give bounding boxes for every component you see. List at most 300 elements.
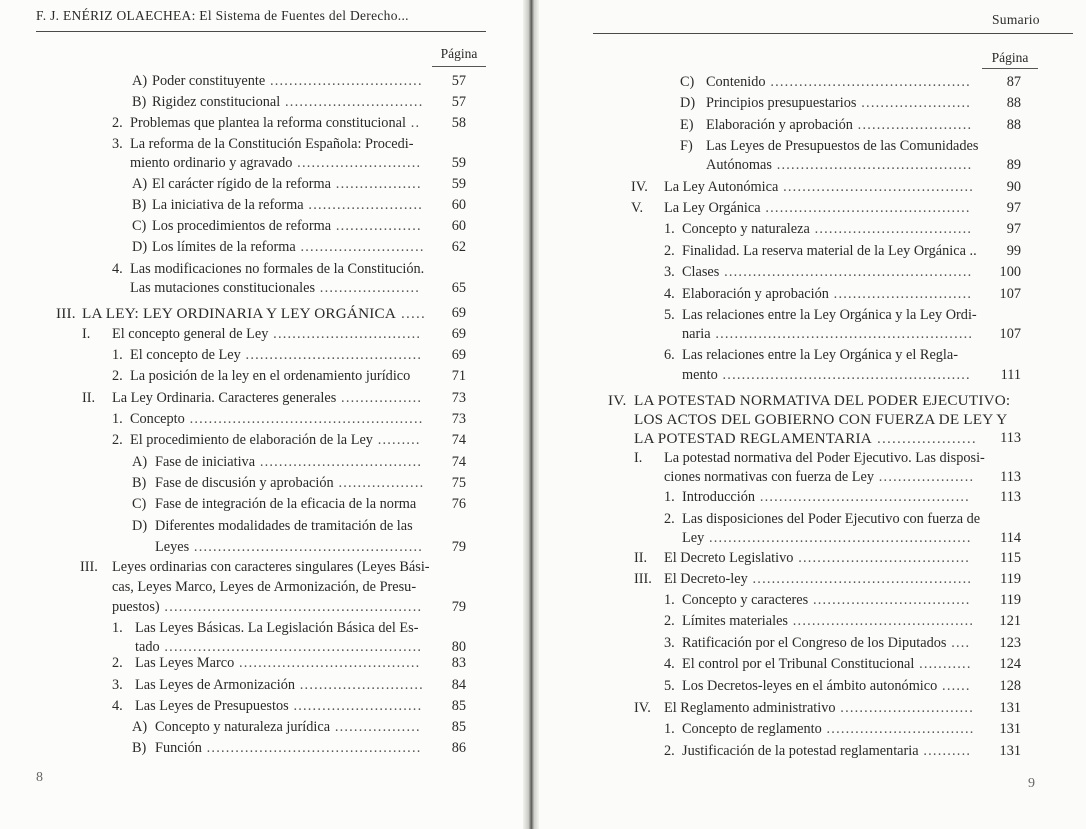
toc-entry-text: Las disposiciones del Poder Ejecutivo con fuerza de: [682, 511, 981, 527]
toc-entry-title: [130, 260, 424, 279]
leader-dots: ............................................: [755, 489, 970, 505]
toc-page-number: 65: [451, 280, 466, 296]
toc-entry-title: [112, 389, 422, 408]
toc-entry-number: 2.: [112, 655, 123, 671]
toc-entry-title: [682, 488, 970, 507]
toc-entry-title: [155, 474, 424, 493]
toc-entry-title: [664, 199, 971, 218]
leader-dots: .............................: [280, 94, 424, 110]
toc-page-number: 71: [451, 368, 466, 384]
leader-dots: .....................: [315, 280, 421, 296]
toc-entry-text: LOS ACTOS DEL GOBIERNO CON FUERZA DE LEY Y: [634, 411, 1008, 428]
toc-entry-text: LA POTESTAD REGLAMENTARIA: [634, 430, 872, 447]
toc-entry-number: E): [680, 117, 694, 133]
toc-entry-text: Concepto de reglamento: [682, 721, 822, 737]
toc-page-number: 57: [451, 94, 466, 110]
toc-entry-number: A): [132, 176, 148, 192]
toc-page-number: 128: [999, 678, 1021, 694]
toc-entry-number: 6.: [664, 347, 675, 363]
toc-page-number: 119: [1000, 571, 1021, 587]
toc-entry-text: Leyes: [155, 539, 190, 555]
toc-entry-number: 4.: [664, 656, 675, 672]
toc-entry-number: 2.: [664, 243, 675, 259]
toc-entry-text: Función: [155, 740, 202, 756]
toc-entry-text: La posición de la ley en el ordenamiento jurídico: [130, 368, 411, 384]
toc-page-number: 74: [451, 454, 466, 470]
toc-entry-text: El Reglamento administrativo: [664, 700, 836, 716]
toc-entry-text: Finalidad. La reserva material de la Ley Orgánica ..: [682, 243, 977, 259]
toc-entry-text: La Ley Ordinaria. Caracteres generales: [112, 390, 337, 406]
toc-entry-title: [664, 699, 974, 718]
toc-entry-number: IV.: [608, 392, 627, 409]
toc-entry-title: [682, 510, 980, 529]
toc-entry-title: [130, 410, 424, 429]
toc-entry-title: [706, 116, 972, 135]
toc-entry-text: Elaboración y aprobación: [706, 117, 853, 133]
toc-entry-title: [135, 676, 424, 695]
leader-dots: ..................................: [255, 454, 423, 470]
toc-entry-title: [682, 677, 971, 696]
toc-entry-text: cas, Leyes Marco, Leyes de Armonización, de Presu-: [112, 579, 417, 595]
toc-entry-text: Fase de iniciativa: [155, 454, 256, 470]
toc-entry-title: [706, 94, 971, 113]
toc-page-number: 124: [999, 656, 1021, 672]
leader-dots: ........................: [303, 197, 423, 213]
toc-entry-title: [130, 135, 413, 154]
leader-dots: ......................................: [234, 655, 421, 671]
toc-entry-title: [682, 612, 974, 631]
toc-entry-text: Contenido: [706, 74, 766, 90]
toc-entry-text: puestos): [112, 599, 160, 615]
leader-dots: ....................: [874, 469, 975, 485]
toc-entry-text: mento: [682, 367, 718, 383]
toc-page-number: 59: [451, 176, 466, 192]
toc-entry-title: [152, 72, 423, 91]
toc-entry-number: C): [680, 74, 695, 90]
toc-entry-text: Las Leyes Básicas. La Legislación Básica del Es-: [135, 620, 419, 636]
toc-page-number: 114: [1000, 530, 1021, 546]
toc-page-number: 69: [451, 347, 466, 363]
toc-page-number: 86: [451, 740, 466, 756]
toc-page-number: 69: [451, 305, 466, 321]
toc-entry-title: [634, 391, 1010, 410]
toc-entry-number: A): [132, 73, 148, 89]
leader-dots: ................................................: [189, 539, 424, 555]
leader-dots: ....................................: [793, 550, 971, 566]
toc-entry-text: La potestad normativa del Poder Ejecutivo. Las disposi-: [664, 450, 985, 466]
toc-page-number: 85: [451, 698, 466, 714]
toc-entry-number: 4.: [112, 698, 123, 714]
toc-entry-number: IV.: [631, 179, 648, 195]
toc-entry-text: Fase de integración de la eficacia de la norma: [155, 496, 417, 512]
toc-page-number: 115: [1000, 550, 1021, 566]
toc-entry-text: LA POTESTAD NORMATIVA DEL PODER EJECUTIVO:: [634, 392, 1011, 409]
toc-page-number: 107: [999, 286, 1021, 302]
leader-dots: ............................: [835, 700, 974, 716]
toc-entry-text: Las Leyes de Presupuestos: [135, 698, 289, 714]
toc-entry-number: 3.: [112, 136, 123, 152]
toc-entry-title-continued: [634, 429, 977, 448]
toc-entry-title-continued: [682, 366, 971, 385]
leader-dots: ..........................: [295, 677, 424, 693]
toc-entry-number: V.: [631, 200, 644, 216]
toc-page-number: 89: [1006, 157, 1021, 173]
toc-page-number: 73: [451, 390, 466, 406]
toc-entry-text: Concepto y naturaleza jurídica: [155, 719, 331, 735]
leader-dots: ..........................................: [765, 74, 971, 90]
toc-entry-title: [664, 549, 970, 568]
toc-entry-text: Problemas que plantea la reforma constitucional: [130, 115, 406, 131]
leader-dots: ...........................: [288, 698, 423, 714]
toc-entry-title-continued: [130, 279, 420, 298]
toc-entry-text: La Ley Autonómica: [664, 179, 779, 195]
toc-entry-text: Las Leyes Marco: [135, 655, 235, 671]
toc-page-number: 99: [1006, 243, 1021, 259]
toc-entry-number: 3.: [664, 264, 675, 280]
toc-entry-number: I.: [82, 326, 91, 342]
toc-page-number: 111: [1000, 367, 1021, 383]
leader-dots: .....: [396, 305, 427, 322]
leader-dots: ......................................: [788, 613, 975, 629]
toc-entry-number: 1.: [664, 721, 675, 737]
leader-dots: ........................................: [778, 179, 975, 195]
toc-entry-title: [130, 346, 422, 365]
toc-entry-number: 2.: [664, 511, 675, 527]
toc-entry-text: tado: [135, 639, 160, 655]
toc-entry-title: [155, 739, 422, 758]
toc-entry-number: F): [680, 138, 693, 154]
toc-entry-title-continued: [155, 538, 423, 557]
toc-entry-number: 1.: [664, 489, 675, 505]
toc-entry-text: LA LEY: LEY ORDINARIA Y LEY ORGÁNICA: [82, 305, 397, 322]
toc-entry-title-continued: [682, 325, 973, 344]
folio-left: 8: [36, 770, 43, 785]
toc-page-number: 131: [999, 721, 1021, 737]
toc-entry-text: Las relaciones entre la Ley Orgánica y el Regla-: [682, 347, 959, 363]
toc-entry-title: [112, 325, 421, 344]
toc-entry-text: Autónomas: [706, 157, 772, 173]
toc-entry-number: 5.: [664, 678, 675, 694]
leader-dots: .......................................................: [704, 530, 972, 546]
toc-entry-title: [112, 558, 430, 577]
toc-entry-title: [682, 720, 975, 739]
leader-dots: ..............................................: [747, 571, 973, 587]
toc-entry-title: [130, 367, 410, 386]
leader-dots: ......................................................: [159, 639, 423, 655]
toc-entry-title: [135, 654, 420, 673]
toc-page-number: 131: [999, 743, 1021, 759]
toc-page-number: 121: [999, 613, 1021, 629]
toc-entry-text: Las Leyes de Armonización: [135, 677, 295, 693]
leader-dots: ..........................: [295, 239, 425, 255]
toc-entry-text: El control por el Tribunal Constitucional: [682, 656, 915, 672]
toc-entry-title: [682, 263, 972, 282]
toc-page-number: 119: [1000, 592, 1021, 608]
toc-entry-number: D): [132, 239, 148, 255]
page-column-label-left: Página: [440, 46, 478, 61]
leader-dots: .............................: [828, 286, 973, 302]
toc-page-number: 88: [1006, 95, 1021, 111]
toc-entry-title: [664, 570, 972, 589]
toc-entry-text: El carácter rígido de la reforma: [152, 176, 332, 192]
leader-dots: ........................: [852, 117, 973, 133]
toc-page-number: 60: [451, 218, 466, 234]
right-page: [536, 0, 1086, 829]
folio-right: 9: [1028, 776, 1035, 791]
toc-entry-text: El procedimiento de elaboración de la Ley: [130, 432, 373, 448]
toc-entry-number: D): [132, 518, 148, 534]
toc-entry-text: Ratificación por el Congreso de los Diputados: [682, 635, 947, 651]
toc-entry-text: naria: [682, 326, 711, 342]
toc-entry-number: II.: [82, 390, 96, 406]
toc-entry-number: 3.: [664, 635, 675, 651]
toc-entry-title-continued: [112, 598, 422, 617]
toc-entry-text: miento ordinario y agravado: [130, 155, 293, 171]
leader-dots: .................................................: [184, 411, 424, 427]
toc-entry-title: [82, 304, 426, 323]
toc-page-number: 97: [1006, 221, 1021, 237]
leader-dots: ....................................................: [719, 264, 973, 280]
toc-entry-title: [682, 634, 970, 653]
toc-entry-text: Concepto: [130, 411, 185, 427]
toc-entry-text: Las mutaciones constitucionales: [130, 280, 316, 296]
toc-page-number: 87: [1006, 74, 1021, 90]
toc-entry-text: Elaboración y aprobación: [682, 286, 829, 302]
toc-page-number: 69: [451, 326, 466, 342]
toc-page-number: 83: [451, 655, 466, 671]
leader-dots: .................: [336, 390, 423, 406]
leader-dots: .............................................: [201, 740, 422, 756]
running-head-left: F. J. ENÉRIZ OLAECHEA: El Sistema de Fuentes del Derecho...: [36, 8, 409, 23]
toc-page-number: 80: [451, 639, 466, 655]
toc-entry-text: El concepto general de Ley: [112, 326, 269, 342]
toc-entry-text: La iniciativa de la reforma: [152, 197, 304, 213]
toc-entry-number: A): [132, 454, 148, 470]
toc-entry-title-continued: [130, 154, 421, 173]
toc-entry-text: Fase de discusión y aprobación: [155, 475, 334, 491]
leader-dots: ....................................................: [717, 367, 971, 383]
toc-page-number: 79: [451, 539, 466, 555]
leader-dots: ...........: [914, 656, 972, 672]
leader-dots: ...............................: [821, 721, 975, 737]
toc-entry-number: 1.: [112, 411, 123, 427]
toc-entry-title: [152, 175, 422, 194]
toc-entry-title: [682, 655, 972, 674]
leader-dots: ......: [937, 678, 971, 694]
toc-entry-title: [155, 495, 416, 514]
toc-entry-text: Leyes ordinarias con caracteres singulares (Leyes Bási-: [112, 559, 430, 575]
toc-entry-number: B): [132, 197, 147, 213]
toc-entry-title-continued: [112, 578, 416, 597]
toc-entry-title: [155, 718, 421, 737]
toc-entry-number: 2.: [112, 368, 123, 384]
toc-entry-title: [706, 137, 978, 156]
left-page: [0, 0, 536, 829]
book-spine-shadow: [523, 0, 539, 829]
leader-dots: ......................................................: [710, 326, 974, 342]
toc-entry-title: [682, 591, 971, 610]
toc-page-number: 58: [451, 115, 466, 131]
page-column-label-right: Página: [991, 50, 1029, 65]
toc-entry-text: Introducción: [682, 489, 756, 505]
toc-entry-number: 2.: [664, 613, 675, 629]
toc-entry-number: A): [132, 719, 148, 735]
toc-entry-title: [152, 196, 423, 215]
toc-page-number: 74: [451, 432, 466, 448]
toc-entry-title: [664, 178, 974, 197]
leader-dots: ..: [405, 115, 421, 131]
leader-dots: ..........................: [292, 155, 422, 171]
toc-page-number: 79: [451, 599, 466, 615]
toc-entry-text: Clases: [682, 264, 720, 280]
toc-entry-text: El Decreto Legislativo: [664, 550, 794, 566]
leader-dots: ..................: [331, 176, 422, 192]
toc-entry-title: [682, 742, 971, 761]
header-rule-left: [36, 31, 486, 32]
toc-entry-number: B): [132, 475, 147, 491]
leader-dots: ...........................................: [760, 200, 971, 216]
toc-page-number: 107: [999, 326, 1021, 342]
toc-entry-text: El concepto de Ley: [130, 347, 241, 363]
toc-entry-title: [682, 285, 972, 304]
toc-entry-number: 2.: [664, 743, 675, 759]
page-column-rule-right: [982, 68, 1038, 69]
toc-entry-text: El Decreto-ley: [664, 571, 748, 587]
leader-dots: ..................: [330, 719, 421, 735]
page-column-rule-left: [432, 66, 486, 67]
toc-entry-text: Las relaciones entre la Ley Orgánica y la Ley Ordi-: [682, 307, 977, 323]
toc-entry-text: Poder constituyente: [152, 73, 266, 89]
toc-entry-title: [135, 697, 422, 716]
toc-entry-number: C): [132, 218, 147, 234]
leader-dots: ....: [946, 635, 971, 651]
toc-entry-number: 4.: [112, 261, 123, 277]
toc-entry-number: 2.: [112, 432, 123, 448]
toc-entry-number: 1.: [664, 221, 675, 237]
toc-entry-text: ciones normativas con fuerza de Ley: [664, 469, 874, 485]
toc-page-number: 90: [1006, 179, 1021, 195]
toc-entry-title: [706, 73, 971, 92]
toc-entry-text: Límites materiales: [682, 613, 788, 629]
leader-dots: .................................: [809, 221, 973, 237]
toc-entry-number: C): [132, 496, 147, 512]
toc-entry-text: Justificación de la potestad reglamentaria: [682, 743, 919, 759]
toc-entry-text: Rigidez constitucional: [152, 94, 281, 110]
toc-entry-number: I.: [634, 450, 643, 466]
toc-entry-title: [155, 517, 413, 536]
toc-entry-number: D): [680, 95, 696, 111]
toc-page-number: 59: [451, 155, 466, 171]
toc-entry-title: [152, 93, 423, 112]
toc-page-number: 113: [1000, 489, 1021, 505]
toc-entry-title: [682, 220, 972, 239]
toc-entry-title: [152, 238, 425, 257]
toc-entry-title-continued: [706, 156, 972, 175]
toc-entry-text: Ley: [682, 530, 705, 546]
toc-entry-title: [130, 114, 420, 133]
toc-entry-number: II.: [634, 550, 648, 566]
toc-entry-title: [682, 306, 977, 325]
toc-page-number: 76: [451, 496, 466, 512]
toc-entry-title: [682, 346, 958, 365]
toc-entry-title: [135, 619, 418, 638]
toc-entry-number: 4.: [664, 286, 675, 302]
toc-entry-title: [130, 431, 421, 450]
toc-entry-text: Principios presupuestarios: [706, 95, 857, 111]
leader-dots: ................................: [265, 73, 423, 89]
toc-entry-number: 1.: [112, 620, 123, 636]
toc-entry-title-continued: [682, 529, 972, 548]
toc-entry-number: 2.: [112, 115, 123, 131]
toc-page-number: 88: [1006, 117, 1021, 133]
toc-entry-text: Las modificaciones no formales de la Constitución.: [130, 261, 425, 277]
leader-dots: .................................: [808, 592, 971, 608]
toc-page-number: 100: [999, 264, 1021, 280]
toc-page-number: 123: [999, 635, 1021, 651]
toc-entry-text: Las Leyes de Presupuestos de las Comunidades: [706, 138, 979, 154]
toc-page-number: 113: [1000, 430, 1021, 446]
toc-entry-number: B): [132, 740, 147, 756]
leader-dots: .........................................: [771, 157, 973, 173]
toc-page-number: 84: [451, 677, 466, 693]
toc-entry-number: III.: [80, 559, 98, 575]
toc-entry-title-continued: [664, 468, 974, 487]
toc-entry-number: III.: [634, 571, 652, 587]
leader-dots: ....................: [871, 430, 977, 447]
toc-entry-number: B): [132, 94, 147, 110]
toc-page-number: 57: [451, 73, 466, 89]
toc-entry-title: [152, 217, 422, 236]
toc-entry-text: Los procedimientos de reforma: [152, 218, 332, 234]
toc-entry-title: [664, 449, 985, 468]
toc-page-number: 113: [1000, 469, 1021, 485]
toc-entry-text: Concepto y naturaleza: [682, 221, 810, 237]
toc-page-number: 131: [999, 700, 1021, 716]
leader-dots: ..................: [333, 475, 425, 491]
toc-entry-number: 1.: [112, 347, 123, 363]
toc-entry-number: III.: [56, 305, 76, 322]
toc-page-number: 97: [1006, 200, 1021, 216]
toc-page-number: 60: [451, 197, 466, 213]
running-head-right: Sumario: [992, 12, 1040, 27]
leader-dots: ..........: [918, 743, 972, 759]
leader-dots: .....................................: [240, 347, 423, 363]
toc-entry-text: Diferentes modalidades de tramitación de las: [155, 518, 413, 534]
toc-entry-number: 3.: [112, 677, 123, 693]
leader-dots: .........: [372, 432, 421, 448]
header-rule-right: [593, 33, 1073, 34]
toc-page-number: 75: [451, 475, 466, 491]
toc-entry-number: 1.: [664, 592, 675, 608]
toc-entry-title-continued: [634, 410, 1007, 429]
toc-entry-text: Los límites de la reforma: [152, 239, 296, 255]
toc-page-number: 73: [451, 411, 466, 427]
leader-dots: ......................................................: [159, 599, 423, 615]
toc-entry-text: La reforma de la Constitución Española: Procedi-: [130, 136, 414, 152]
toc-entry-number: IV.: [634, 700, 651, 716]
toc-entry-number: 5.: [664, 307, 675, 323]
leader-dots: ...............................: [268, 326, 422, 342]
leader-dots: .......................: [856, 95, 972, 111]
leader-dots: ..................: [331, 218, 422, 234]
toc-page-number: 85: [451, 719, 466, 735]
toc-entry-text: La Ley Orgánica: [664, 200, 761, 216]
toc-page-number: 62: [451, 239, 466, 255]
toc-entry-text: Concepto y caracteres: [682, 592, 809, 608]
toc-entry-title: [155, 453, 422, 472]
toc-entry-title: [682, 242, 977, 261]
toc-entry-text: Los Decretos-leyes en el ámbito autonómico: [682, 678, 938, 694]
